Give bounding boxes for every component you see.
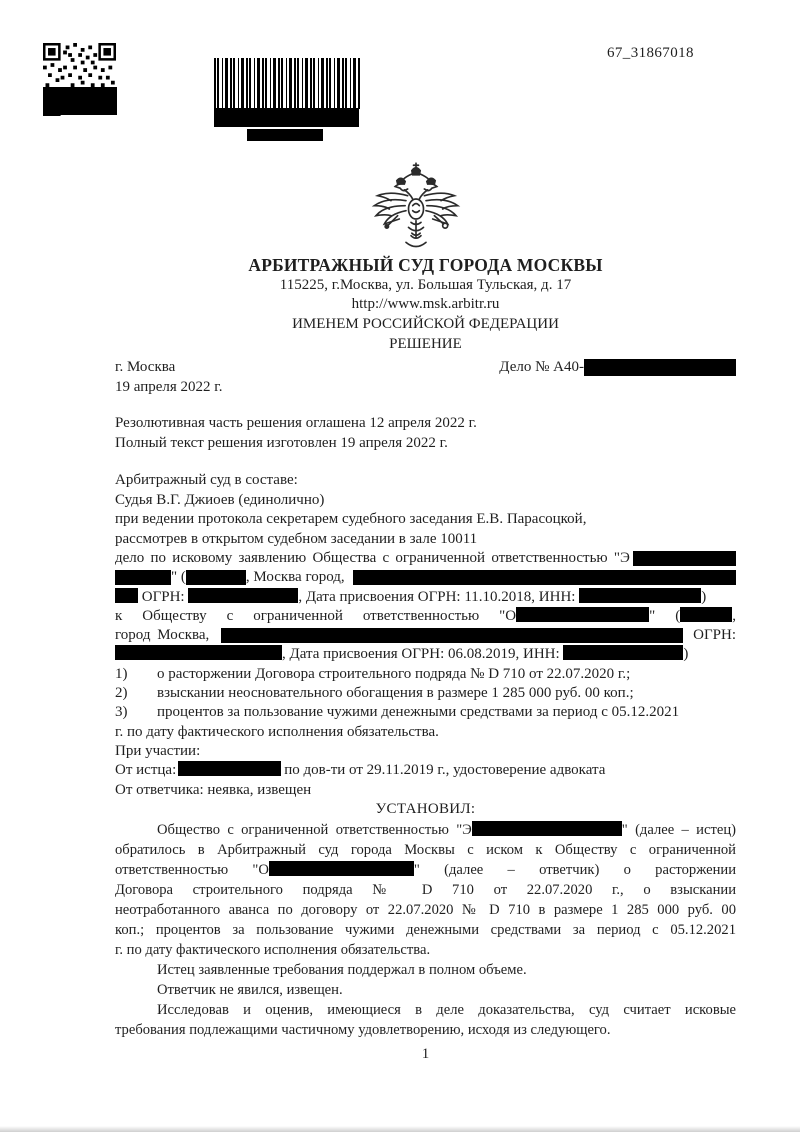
- claim-item-number: 1): [115, 665, 128, 682]
- qr-redaction-bar: [43, 87, 117, 115]
- plaintiff-representative-line: [115, 761, 736, 780]
- findings-line: Исследовав и оценив, имеющиеся в деле доказательства, суд считает исковые: [157, 1002, 736, 1018]
- announcement-block: [115, 414, 736, 453]
- decision-title: РЕШЕНИЕ: [389, 335, 462, 352]
- court-name: АРБИТРАЖНЫЙ СУД ГОРОДА МОСКВЫ: [248, 255, 603, 275]
- decision-date: 19 апреля 2022 г.: [115, 378, 223, 395]
- full-text-line: Полный текст решения изготовлен 19 апреля 2022 г.: [115, 434, 448, 451]
- case-number: [499, 358, 736, 378]
- text-segment: ,: [732, 607, 736, 624]
- claim-line: [115, 549, 736, 568]
- text-segment: ОГРН:: [693, 627, 736, 644]
- redaction-bar: [579, 588, 701, 603]
- text-segment: ): [701, 588, 707, 605]
- text-segment: , Дата присвоения ОГРН: 06.08.2019, ИНН:: [282, 646, 564, 663]
- text-segment: город Москва,: [115, 627, 210, 644]
- barcode-redaction-bar: [214, 108, 359, 127]
- claim-item-text: взыскании неосновательного обогащения в размере 1 285 000 руб. 00 коп.;: [157, 685, 634, 702]
- redaction-bar: [221, 628, 683, 643]
- court-website: http://www.msk.arbitr.ru: [351, 296, 500, 313]
- redaction-bar: [115, 570, 171, 585]
- claim-item-text: процентов за пользование чужими денежными средствами за период с 05.12.2021: [157, 704, 680, 721]
- findings-block: [115, 820, 736, 1040]
- redaction-bar: [269, 861, 414, 876]
- text-segment: дело по исковому заявлению Общества с ограниченной ответственностью "Э: [115, 550, 630, 566]
- court-panel-block: [115, 471, 736, 549]
- text-segment: " (далее – ответчик) о расторжении: [413, 862, 736, 878]
- redaction-bar: [188, 588, 298, 603]
- court-address: 115225, г.Москва, ул. Большая Тульская, д. 17: [279, 276, 572, 293]
- case-number-prefix: Дело № А40-: [499, 359, 584, 375]
- judge-line: Судья В.Г. Джиоев (единолично): [115, 491, 325, 508]
- text-segment: Общество с ограниченной ответственностью "Э: [157, 822, 472, 838]
- findings-line: неотработанного аванса по договору от 22.07.2020 № D 710 в размере 1 285 000 руб. 00: [115, 902, 736, 918]
- document-id: 67_31867018: [607, 45, 694, 61]
- text-segment: к Обществу с ограниченной ответственностью "О: [115, 607, 517, 624]
- page-number: 1: [421, 1046, 430, 1062]
- ustanovil-heading: УСТАНОВИЛ:: [375, 800, 476, 817]
- claim-line: [115, 626, 736, 645]
- city-label: г. Москва: [115, 359, 176, 375]
- defendant-line: От ответчика: неявка, извещен: [115, 781, 312, 798]
- findings-line: г. по дату фактического исполнения обязательства.: [115, 942, 431, 958]
- findings-line: Договора строительного подряда № D 710 от 22.07.2020 г., о взыскании: [115, 882, 736, 898]
- text-segment: ответственностью "О: [115, 862, 269, 878]
- claim-item-text: о расторжении Договора строительного подряда № D 710 от 22.07.2020 г.;: [157, 665, 631, 682]
- text-segment: " (далее – истец): [621, 822, 736, 838]
- findings-line: требования подлежащими частичному удовлетворению, исходя из следующего.: [115, 1022, 611, 1038]
- redaction-bar: [584, 359, 736, 376]
- resolutive-line: Резолютивная часть решения оглашена 12 апреля 2022 г.: [115, 415, 477, 431]
- claim-item-number: 2): [115, 685, 128, 702]
- claim-line: [115, 645, 736, 664]
- findings-line: [115, 820, 736, 840]
- claim-item-number: 3): [115, 704, 128, 721]
- findings-line: коп.; процентов за пользование чужими денежными средствами за период с 05.12.2021: [115, 922, 736, 938]
- redaction-bar: [353, 570, 736, 585]
- findings-line: [115, 860, 736, 880]
- barcode-icon: [214, 58, 360, 109]
- claim-line: [115, 607, 736, 626]
- text-segment: по дов-ти от 29.11.2019 г., удостоверение адвоката: [284, 762, 606, 779]
- findings-line: Ответчик не явился, извещен.: [157, 982, 343, 998]
- redaction-bar: [633, 551, 736, 566]
- claim-line: [115, 568, 736, 587]
- case-header: [115, 358, 736, 397]
- text-segment: ОГРН:: [138, 588, 189, 605]
- in-the-name-line: ИМЕНЕМ РОССИЙСКОЙ ФЕДЕРАЦИИ: [292, 316, 559, 333]
- text-segment: , Москва город,: [245, 569, 345, 586]
- secretary-line: при ведении протокола секретарем судебного заседания Е.В. Парасоцкой,: [115, 511, 587, 527]
- coat-of-arms-icon: [366, 160, 466, 258]
- redaction-bar: [115, 588, 138, 603]
- page-edge-shadow: [0, 1126, 800, 1132]
- redaction-bar: [115, 645, 282, 660]
- text-segment: " (: [649, 607, 681, 624]
- text-segment: , Дата присвоения ОГРН: 11.10.2018, ИНН:: [298, 588, 580, 605]
- participation-title: При участии:: [115, 742, 201, 759]
- text-segment: ): [683, 646, 689, 663]
- text-segment: От истца:: [115, 762, 177, 779]
- hearing-line: рассмотрев в открытом судебном заседании в зале 10011: [115, 530, 478, 547]
- claim-item-tail: г. по дату фактического исполнения обязательства.: [115, 723, 439, 740]
- claim-item: [115, 703, 736, 722]
- claim-block: [115, 549, 736, 819]
- redaction-bar: [563, 645, 683, 660]
- claim-line: [115, 588, 736, 607]
- barcode-number-redaction-bar: [247, 129, 323, 141]
- document-header: [115, 256, 736, 355]
- redaction-bar: [472, 821, 622, 836]
- findings-line: Истец заявленные требования поддержал в полном объеме.: [157, 962, 527, 978]
- redaction-bar: [680, 607, 732, 622]
- redaction-bar: [186, 570, 246, 585]
- panel-composition: Арбитражный суд в составе:: [115, 472, 298, 488]
- text-segment: " (: [171, 569, 186, 586]
- claim-item: [115, 684, 736, 703]
- claim-item: [115, 665, 736, 684]
- findings-line: обратилось в Арбитражный суд города Москвы с иском к Обществу с ограниченной: [115, 842, 736, 858]
- redaction-bar: [516, 607, 649, 622]
- redaction-bar: [178, 761, 281, 776]
